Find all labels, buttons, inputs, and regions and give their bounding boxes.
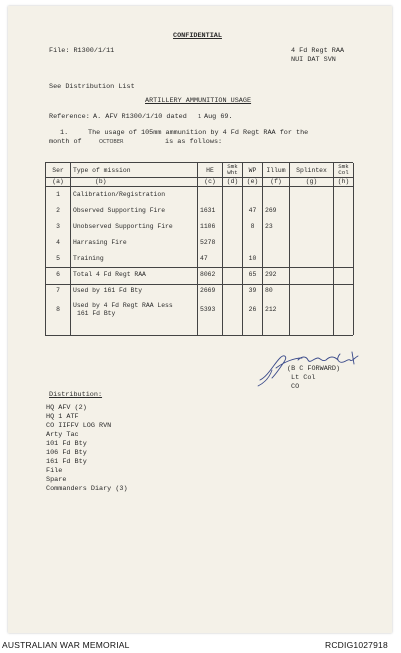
- col-header-ser: Ser: [46, 163, 71, 177]
- cell-ser: 5: [46, 250, 71, 266]
- cell-smk: [223, 218, 243, 234]
- reference-month-year: Aug 69.: [204, 113, 233, 121]
- col-letter: (e): [243, 177, 263, 186]
- cell-type-line-2: 161 Fd Bty: [77, 309, 116, 317]
- reference-day: 1: [198, 114, 202, 120]
- cell-smk-col: [334, 234, 354, 250]
- cell-he: 2669: [198, 283, 223, 299]
- distribution-item: File: [46, 467, 63, 475]
- cell-ser: 3: [46, 218, 71, 234]
- paragraph-line-1: The usage of 105mm ammunition by 4 Fd Regt RAA for the: [88, 129, 309, 137]
- table-header-row: [46, 163, 354, 177]
- col-letter: (a): [46, 177, 71, 186]
- col-header-type: Type of mission: [71, 163, 198, 177]
- signatory-rank: Lt Col: [291, 374, 316, 382]
- table-letter-row: [46, 177, 354, 186]
- cell-type: Training: [71, 250, 198, 266]
- cell-type: Unobserved Supporting Fire: [71, 218, 198, 234]
- distribution-heading: Distribution:: [49, 391, 103, 399]
- cell-illum: [263, 234, 290, 250]
- cell-smk-col: [334, 299, 354, 321]
- table-row: [46, 234, 354, 250]
- cell-ser: 8: [46, 299, 71, 321]
- distribution-item: HQ AFV (2): [46, 404, 87, 412]
- signatory-appointment: CO: [291, 383, 300, 391]
- cell-splintex: [290, 186, 334, 202]
- table-row: [46, 186, 354, 202]
- cell-he: 8062: [198, 267, 223, 283]
- cell-ser: 1: [46, 186, 71, 202]
- cell-smk-col: [334, 202, 354, 218]
- distribution-item: Arty Tac: [46, 431, 79, 439]
- table-row-spacer: [46, 321, 354, 335]
- distribution-item: 161 Fd Bty: [46, 458, 87, 466]
- col-header-smk-col: Smk Col: [334, 163, 354, 177]
- col-header-wp: WP: [243, 163, 263, 177]
- cell-splintex: [290, 267, 334, 283]
- cell-smk-col: [334, 186, 354, 202]
- cell-empty: [243, 321, 263, 335]
- cell-illum: [263, 186, 290, 202]
- cell-ser: 7: [46, 283, 71, 299]
- cell-he: 5278: [198, 234, 223, 250]
- cell-splintex: [290, 250, 334, 266]
- cell-splintex: [290, 202, 334, 218]
- cell-smk-col: [334, 250, 354, 266]
- cell-empty: [223, 321, 243, 335]
- cell-illum: 212: [263, 299, 290, 321]
- cell-wp: 39: [243, 283, 263, 299]
- cell-smk-col: [334, 267, 354, 283]
- table-rule-bottom: [45, 335, 353, 336]
- col-header-smk-wht: Smk Wht: [223, 163, 243, 177]
- cell-type-line-1: Used by 4 Fd Regt RAA Less: [73, 301, 173, 309]
- table-rule-header: [45, 177, 353, 178]
- cell-empty: [290, 321, 334, 335]
- table-row: [46, 250, 354, 266]
- col-header-he: HE: [198, 163, 223, 177]
- cell-smk: [223, 299, 243, 321]
- paragraph-month: OCTOBER: [99, 139, 124, 145]
- distribution-item: HQ 1 ATF: [46, 413, 79, 421]
- cell-illum: 80: [263, 283, 290, 299]
- signatory-name: (B C FORWARD): [287, 365, 341, 373]
- table-row: [46, 202, 354, 218]
- cell-empty: [71, 321, 198, 335]
- col-header-splintex: Splintex: [290, 163, 334, 177]
- archive-footer: [0, 637, 401, 653]
- address-line: See Distribution List: [49, 83, 135, 91]
- cell-wp: 47: [243, 202, 263, 218]
- cell-smk: [223, 202, 243, 218]
- table-row: [46, 283, 354, 299]
- cell-ser: 6: [46, 267, 71, 283]
- cell-smk: [223, 250, 243, 266]
- table-rule-total-top: [45, 267, 353, 268]
- col-letter: (h): [334, 177, 354, 186]
- cell-type: Calibration/Registration: [71, 186, 198, 202]
- cell-he: [198, 186, 223, 202]
- cell-empty: [198, 321, 223, 335]
- distribution-item: CO IIFFV LOG RVN: [46, 422, 112, 430]
- distribution-item: Spare: [46, 476, 67, 484]
- cell-wp: [243, 186, 263, 202]
- reference-prefix: Reference:: [49, 113, 90, 121]
- cell-type: Used by 161 Fd Bty: [71, 283, 198, 299]
- cell-smk: [223, 283, 243, 299]
- cell-illum: [263, 250, 290, 266]
- table-rule-top: [45, 162, 353, 163]
- table-row-total: [46, 267, 354, 283]
- col-letter: (g): [290, 177, 334, 186]
- table-row: [46, 299, 354, 321]
- cell-wp: 26: [243, 299, 263, 321]
- distribution-item: 101 Fd Bty: [46, 440, 87, 448]
- col-letter: (c): [198, 177, 223, 186]
- col-letter: (b): [71, 177, 198, 186]
- cell-empty: [263, 321, 290, 335]
- cell-he: 1631: [198, 202, 223, 218]
- table-rule-total-bottom: [45, 284, 353, 285]
- cell-smk: [223, 267, 243, 283]
- cell-wp: [243, 234, 263, 250]
- paragraph-line-2a: month of: [49, 138, 82, 146]
- reference-text: A. AFV R1300/1/10 dated: [93, 113, 187, 121]
- cell-he: 5393: [198, 299, 223, 321]
- cell-wp: 65: [243, 267, 263, 283]
- cell-splintex: [290, 234, 334, 250]
- unit-name: 4 Fd Regt RAA: [291, 47, 345, 55]
- archive-record-id: RCDIG1027918: [325, 640, 388, 650]
- cell-empty: [334, 321, 354, 335]
- cell-illum: 23: [263, 218, 290, 234]
- paragraph-number: 1.: [60, 129, 69, 137]
- table-rule-letters: [45, 186, 353, 187]
- unit-location: NUI DAT SVN: [291, 56, 336, 64]
- cell-type: Total 4 Fd Regt RAA: [71, 267, 198, 283]
- cell-smk-col: [334, 283, 354, 299]
- col-letter: (f): [263, 177, 290, 186]
- paragraph-line-2b: is as follows:: [165, 138, 223, 146]
- cell-splintex: [290, 218, 334, 234]
- cell-illum: 269: [263, 202, 290, 218]
- cell-smk: [223, 186, 243, 202]
- cell-wp: 10: [243, 250, 263, 266]
- cell-smk: [223, 234, 243, 250]
- distribution-item: Commanders Diary (3): [46, 485, 128, 493]
- archive-name: AUSTRALIAN WAR MEMORIAL: [2, 640, 130, 650]
- cell-he: 1106: [198, 218, 223, 234]
- ammunition-table: [45, 163, 354, 335]
- cell-illum: 292: [263, 267, 290, 283]
- distribution-item: 106 Fd Bty: [46, 449, 87, 457]
- cell-empty: [46, 321, 71, 335]
- col-letter: (d): [223, 177, 243, 186]
- file-reference: File: R1300/1/11: [49, 47, 115, 55]
- cell-ser: 2: [46, 202, 71, 218]
- cell-splintex: [290, 299, 334, 321]
- classification-heading: CONFIDENTIAL: [173, 32, 222, 40]
- subject-heading: ARTILLERY AMMUNITION USAGE: [145, 97, 252, 105]
- cell-type: [71, 299, 198, 321]
- cell-type: Harrasing Fire: [71, 234, 198, 250]
- cell-splintex: [290, 283, 334, 299]
- cell-he: 47: [198, 250, 223, 266]
- cell-type: Observed Supporting Fire: [71, 202, 198, 218]
- col-header-illum: Illum: [263, 163, 290, 177]
- cell-ser: 4: [46, 234, 71, 250]
- table-row: [46, 218, 354, 234]
- cell-smk-col: [334, 218, 354, 234]
- cell-wp: 8: [243, 218, 263, 234]
